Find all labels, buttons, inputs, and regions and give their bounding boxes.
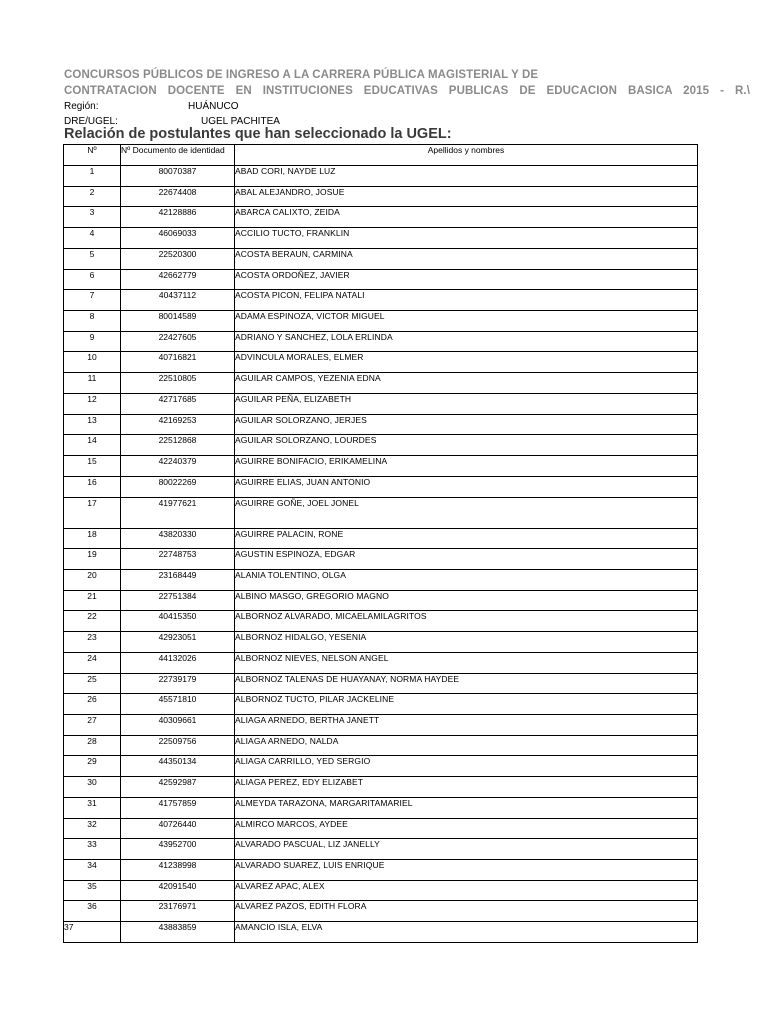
document-id-cell: 45571810	[121, 694, 235, 715]
full-name-cell: ALBORNOZ TALENAS DE HUAYANAY, NORMA HAYDEE	[235, 673, 698, 694]
document-id-cell: 44132026	[121, 652, 235, 673]
document-id-cell: 42128886	[121, 207, 235, 228]
document-id-cell: 22751384	[121, 590, 235, 611]
document-id-cell: 22748753	[121, 549, 235, 570]
document-id-cell: 42717685	[121, 393, 235, 414]
document-id-cell: 42169253	[121, 414, 235, 435]
row-number-cell: 2	[64, 186, 121, 207]
document-title-line-1: CONCURSOS PÚBLICOS DE INGRESO A LA CARRERA PÚBLICA MAGISTERIAL Y DE	[64, 69, 539, 81]
document-id-cell: 22520300	[121, 248, 235, 269]
row-number-cell: 29	[64, 756, 121, 777]
table-row	[64, 922, 698, 943]
dre-ugel-label: DRE/UGEL:	[64, 116, 118, 127]
row-number-cell: 6	[64, 269, 121, 290]
row-number-cell: 26	[64, 694, 121, 715]
dre-ugel-value: UGEL PACHITEA	[201, 116, 280, 127]
column-header-document: Nº Documento de identidad	[121, 145, 235, 166]
table-row	[64, 694, 698, 715]
table-row	[64, 393, 698, 414]
full-name-cell: ABARCA CALIXTO, ZEIDA	[235, 207, 698, 228]
row-number-cell: 35	[64, 880, 121, 901]
document-id-cell: 23168449	[121, 569, 235, 590]
table-row	[64, 186, 698, 207]
full-name-cell: ADAMA ESPINOZA, VICTOR MIGUEL	[235, 311, 698, 332]
full-name-cell: ALIAGA ARNEDO, NALDA	[235, 735, 698, 756]
full-name-cell: AMANCIO ISLA, ELVA	[235, 922, 698, 943]
full-name-cell: ALBORNOZ ALVARADO, MICAELAMILAGRITOS	[235, 611, 698, 632]
full-name-cell: ALVARADO SUAREZ, LUIS ENRIQUE	[235, 860, 698, 881]
table-row	[64, 818, 698, 839]
row-number-cell: 32	[64, 818, 121, 839]
document-id-cell: 22427605	[121, 331, 235, 352]
full-name-cell: AGUIRRE PALACIN, RONE	[235, 528, 698, 549]
table-row	[64, 290, 698, 311]
row-number-cell: 20	[64, 569, 121, 590]
table-row	[64, 528, 698, 549]
full-name-cell: ALVAREZ APAC, ALEX	[235, 880, 698, 901]
full-name-cell: ALIAGA PEREZ, EDY ELIZABET	[235, 777, 698, 798]
full-name-cell: ALBINO MASGO, GREGORIO MAGNO	[235, 590, 698, 611]
full-name-cell: ALANIA TOLENTINO, OLGA	[235, 569, 698, 590]
row-number-cell: 13	[64, 414, 121, 435]
document-id-cell: 44350134	[121, 756, 235, 777]
table-row	[64, 414, 698, 435]
table-row	[64, 901, 698, 922]
column-header-number: Nº	[64, 145, 121, 166]
full-name-cell: ALVARADO PASCUAL, LIZ JANELLY	[235, 839, 698, 860]
document-id-cell: 40716821	[121, 352, 235, 373]
full-name-cell: AGUILAR CAMPOS, YEZENIA EDNA	[235, 373, 698, 394]
full-name-cell: ALBORNOZ NIEVES, NELSON ANGEL	[235, 652, 698, 673]
row-number-cell: 18	[64, 528, 121, 549]
row-number-cell: 21	[64, 590, 121, 611]
table-row	[64, 248, 698, 269]
full-name-cell: ALIAGA ARNEDO, BERTHA JANETT	[235, 714, 698, 735]
document-id-cell: 42240379	[121, 456, 235, 477]
document-id-cell: 80022269	[121, 476, 235, 497]
row-number-cell: 5	[64, 248, 121, 269]
row-number-cell: 36	[64, 901, 121, 922]
region-value: HUÁNUCO	[188, 101, 239, 112]
table-row	[64, 435, 698, 456]
table-row	[64, 673, 698, 694]
list-subtitle: Relación de postulantes que han seleccionado la UGEL:	[64, 126, 452, 142]
table-row	[64, 476, 698, 497]
row-number-cell: 19	[64, 549, 121, 570]
document-id-cell: 40437112	[121, 290, 235, 311]
row-number-cell: 17	[64, 497, 121, 528]
full-name-cell: AGUSTIN ESPINOZA, EDGAR	[235, 549, 698, 570]
row-number-cell: 10	[64, 352, 121, 373]
table-row	[64, 373, 698, 394]
applicants-table	[63, 144, 698, 943]
table-row	[64, 756, 698, 777]
table-row	[64, 735, 698, 756]
table-row	[64, 269, 698, 290]
table-row	[64, 352, 698, 373]
full-name-cell: AGUILAR SOLORZANO, JERJES	[235, 414, 698, 435]
table-row	[64, 311, 698, 332]
table-row	[64, 590, 698, 611]
table-row	[64, 611, 698, 632]
table-row	[64, 456, 698, 477]
row-number-cell: 8	[64, 311, 121, 332]
row-number-cell: 34	[64, 860, 121, 881]
document-id-cell: 43820330	[121, 528, 235, 549]
document-title-line-2: CONTRATACIÓN DOCENTE EN INSTITUCIONES EDUCATIVAS PÚBLICAS DE EDUCACIÓN BÁSICA 2015 - R.\	[64, 85, 750, 97]
row-number-cell: 4	[64, 228, 121, 249]
full-name-cell: AGUILAR PEÑA, ELIZABETH	[235, 393, 698, 414]
document-id-cell: 42923051	[121, 632, 235, 653]
full-name-cell: ALMEYDA TARAZONA, MARGARITAMARIEL	[235, 797, 698, 818]
table-row	[64, 652, 698, 673]
document-id-cell: 22510805	[121, 373, 235, 394]
document-id-cell: 80014589	[121, 311, 235, 332]
row-number-cell: 31	[64, 797, 121, 818]
full-name-cell: AGUILAR SOLORZANO, LOURDES	[235, 435, 698, 456]
row-number-cell: 14	[64, 435, 121, 456]
table-row	[64, 497, 698, 528]
row-number-cell: 28	[64, 735, 121, 756]
full-name-cell: AGUIRRE ELIAS, JUAN ANTONIO	[235, 476, 698, 497]
full-name-cell: ACCILIO TUCTO, FRANKLIN	[235, 228, 698, 249]
table-row	[64, 714, 698, 735]
document-id-cell: 22512868	[121, 435, 235, 456]
table-row	[64, 331, 698, 352]
full-name-cell: ABAL ALEJANDRO, JOSUE	[235, 186, 698, 207]
full-name-cell: ADVINCULA MORALES, ELMER	[235, 352, 698, 373]
full-name-cell: ALIAGA CARRILLO, YED SERGIO	[235, 756, 698, 777]
document-id-cell: 42091540	[121, 880, 235, 901]
table-row	[64, 632, 698, 653]
document-id-cell: 41757859	[121, 797, 235, 818]
row-number-cell: 9	[64, 331, 121, 352]
full-name-cell: ACOSTA ORDOÑEZ, JAVIER	[235, 269, 698, 290]
document-id-cell: 22509756	[121, 735, 235, 756]
row-number-cell: 7	[64, 290, 121, 311]
full-name-cell: ACOSTA BERAUN, CARMINA	[235, 248, 698, 269]
row-number-cell: 3	[64, 207, 121, 228]
document-id-cell: 42662779	[121, 269, 235, 290]
table-row	[64, 860, 698, 881]
full-name-cell: ADRIANO Y SANCHEZ, LOLA ERLINDA	[235, 331, 698, 352]
full-name-cell: ABAD CORI, NAYDE LUZ	[235, 166, 698, 187]
document-id-cell: 43952700	[121, 839, 235, 860]
document-id-cell: 80070387	[121, 166, 235, 187]
document-id-cell: 40726440	[121, 818, 235, 839]
document-id-cell: 41977621	[121, 497, 235, 528]
document-id-cell: 40309661	[121, 714, 235, 735]
row-number-cell: 11	[64, 373, 121, 394]
full-name-cell: ACOSTA PICON, FELIPA NATALI	[235, 290, 698, 311]
table-row	[64, 207, 698, 228]
full-name-cell: ALBORNOZ TUCTO, PILAR JACKELINE	[235, 694, 698, 715]
table-header-row	[64, 145, 698, 166]
column-header-name: Apellidos y nombres	[235, 145, 698, 166]
row-number-cell: 22	[64, 611, 121, 632]
table-row	[64, 166, 698, 187]
table-row	[64, 839, 698, 860]
full-name-cell: ALVAREZ PAZOS, EDITH FLORA	[235, 901, 698, 922]
row-number-cell: 30	[64, 777, 121, 798]
row-number-cell: 33	[64, 839, 121, 860]
row-number-cell: 37	[64, 922, 121, 943]
row-number-cell: 27	[64, 714, 121, 735]
document-id-cell: 43883859	[121, 922, 235, 943]
table-row	[64, 549, 698, 570]
table-row	[64, 880, 698, 901]
full-name-cell: ALMIRCO MARCOS, AYDEE	[235, 818, 698, 839]
row-number-cell: 23	[64, 632, 121, 653]
region-label: Región:	[64, 101, 99, 112]
document-id-cell: 46069033	[121, 228, 235, 249]
document-id-cell: 23176971	[121, 901, 235, 922]
full-name-cell: AGUIRRE BONIFACIO, ERIKAMELINA	[235, 456, 698, 477]
table-row	[64, 777, 698, 798]
row-number-cell: 1	[64, 166, 121, 187]
full-name-cell: ALBORNOZ HIDALGO, YESENIA	[235, 632, 698, 653]
table-row	[64, 797, 698, 818]
document-id-cell: 40415350	[121, 611, 235, 632]
document-id-cell: 22674408	[121, 186, 235, 207]
row-number-cell: 12	[64, 393, 121, 414]
full-name-cell: AGUIRRE GOÑE, JOEL JONEL	[235, 497, 698, 528]
table-row	[64, 569, 698, 590]
document-id-cell: 42592987	[121, 777, 235, 798]
row-number-cell: 15	[64, 456, 121, 477]
row-number-cell: 24	[64, 652, 121, 673]
row-number-cell: 16	[64, 476, 121, 497]
document-id-cell: 22739179	[121, 673, 235, 694]
row-number-cell: 25	[64, 673, 121, 694]
table-row	[64, 228, 698, 249]
document-id-cell: 41238998	[121, 860, 235, 881]
